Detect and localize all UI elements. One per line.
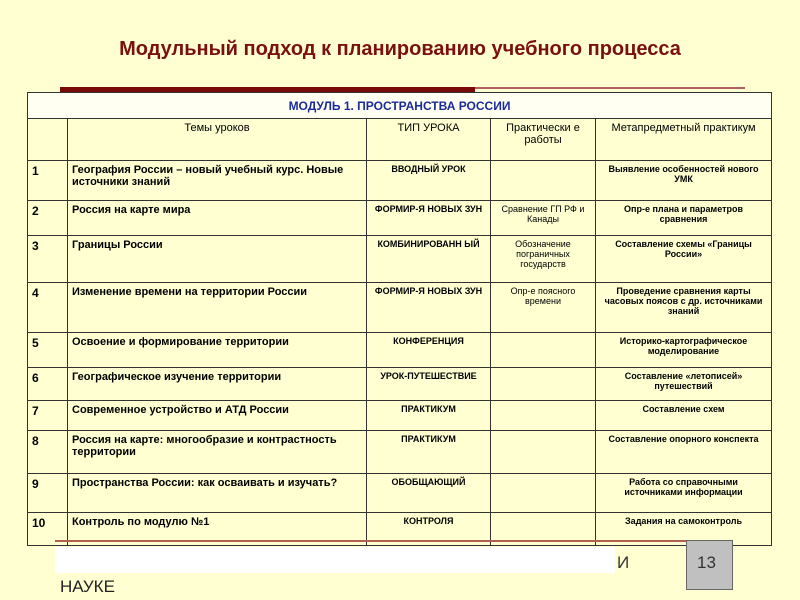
row-meta-practicum: Составление опорного конспекта (596, 431, 772, 474)
row-lesson-type: ПРАКТИКУМ (367, 401, 491, 431)
row-meta-practicum: Задания на самоконтроль (596, 513, 772, 546)
table-row (28, 368, 772, 401)
row-practical-work (491, 333, 596, 368)
row-topic: Россия на карте мира (68, 201, 367, 236)
row-number: 5 (28, 333, 68, 368)
row-meta-practicum: Проведение сравнения карты часовых поясов с др. источниками знаний (596, 283, 772, 333)
header-meta: Метапредметный практикум (596, 119, 772, 161)
table-row (28, 431, 772, 474)
table-row (28, 201, 772, 236)
footer-letter: И (617, 553, 630, 572)
row-lesson-type: ОБОБЩАЮЩИЙ (367, 474, 491, 513)
row-lesson-type: УРОК-ПУТЕШЕСТВИЕ (367, 368, 491, 401)
row-topic: Географическое изучение территории (68, 368, 367, 401)
title-underline-thin (475, 87, 745, 89)
row-practical-work: Опр-е поясного времени (491, 283, 596, 333)
row-lesson-type: КОНТРОЛЯ (367, 513, 491, 546)
row-practical-work (491, 401, 596, 431)
table-row (28, 236, 772, 283)
row-topic: Изменение времени на территории России (68, 283, 367, 333)
row-meta-practicum: Составление схем (596, 401, 772, 431)
row-number: 7 (28, 401, 68, 431)
slide-title: Модульный подход к планированию учебного процесса (119, 38, 681, 60)
row-number: 3 (28, 236, 68, 283)
module-heading: МОДУЛЬ 1. ПРОСТРАНСТВА РОССИИ (28, 93, 772, 119)
row-meta-practicum: Составление «летописей» путешествий (596, 368, 772, 401)
row-topic: Современное устройство и АТД России (68, 401, 367, 431)
row-topic: География России – новый учебный курс. Новые источники знаний (68, 161, 367, 201)
row-practical-work (491, 431, 596, 474)
header-type: ТИП УРОКА (367, 119, 491, 161)
row-number: 8 (28, 431, 68, 474)
row-topic: Контроль по модулю №1 (68, 513, 367, 546)
row-lesson-type: КОНФЕРЕНЦИЯ (367, 333, 491, 368)
header-row (28, 119, 772, 161)
row-practical-work (491, 474, 596, 513)
footer-text: НАУКЕ (60, 577, 115, 596)
row-meta-practicum: Историко-картографическое моделирование (596, 333, 772, 368)
row-number: 9 (28, 474, 68, 513)
row-lesson-type: ФОРМИР-Я НОВЫХ ЗУН (367, 201, 491, 236)
row-meta-practicum: Составление схемы «Границы России» (596, 236, 772, 283)
header-topics: Темы уроков (68, 119, 367, 161)
footer-line (55, 540, 715, 542)
footer-white-box (55, 547, 615, 573)
row-topic: Границы России (68, 236, 367, 283)
row-number: 1 (28, 161, 68, 201)
row-number: 4 (28, 283, 68, 333)
module-table (27, 92, 772, 546)
header-practical: Практически е работы (491, 119, 596, 161)
row-topic: Освоение и формирование территории (68, 333, 367, 368)
table-row (28, 161, 772, 201)
row-meta-practicum: Работа со справочными источниками информации (596, 474, 772, 513)
row-practical-work: Обозначение пограничных государств (491, 236, 596, 283)
row-lesson-type: ПРАКТИКУМ (367, 431, 491, 474)
row-number: 2 (28, 201, 68, 236)
table-row (28, 283, 772, 333)
row-topic: Россия на карте: многообразие и контрастность территории (68, 431, 367, 474)
header-num (28, 119, 68, 161)
row-lesson-type: КОМБИНИРОВАНН ЫЙ (367, 236, 491, 283)
table-row (28, 401, 772, 431)
row-topic: Пространства России: как осваивать и изучать? (68, 474, 367, 513)
row-lesson-type: ФОРМИР-Я НОВЫХ ЗУН (367, 283, 491, 333)
row-practical-work: Сравнение ГП РФ и Канады (491, 201, 596, 236)
row-practical-work (491, 161, 596, 201)
row-meta-practicum: Выявление особенностей нового УМК (596, 161, 772, 201)
page-number: 13 (697, 553, 716, 572)
row-number: 6 (28, 368, 68, 401)
table-row (28, 333, 772, 368)
row-lesson-type: ВВОДНЫЙ УРОК (367, 161, 491, 201)
table-row (28, 474, 772, 513)
row-meta-practicum: Опр-е плана и параметров сравнения (596, 201, 772, 236)
row-number: 10 (28, 513, 68, 546)
row-practical-work (491, 368, 596, 401)
